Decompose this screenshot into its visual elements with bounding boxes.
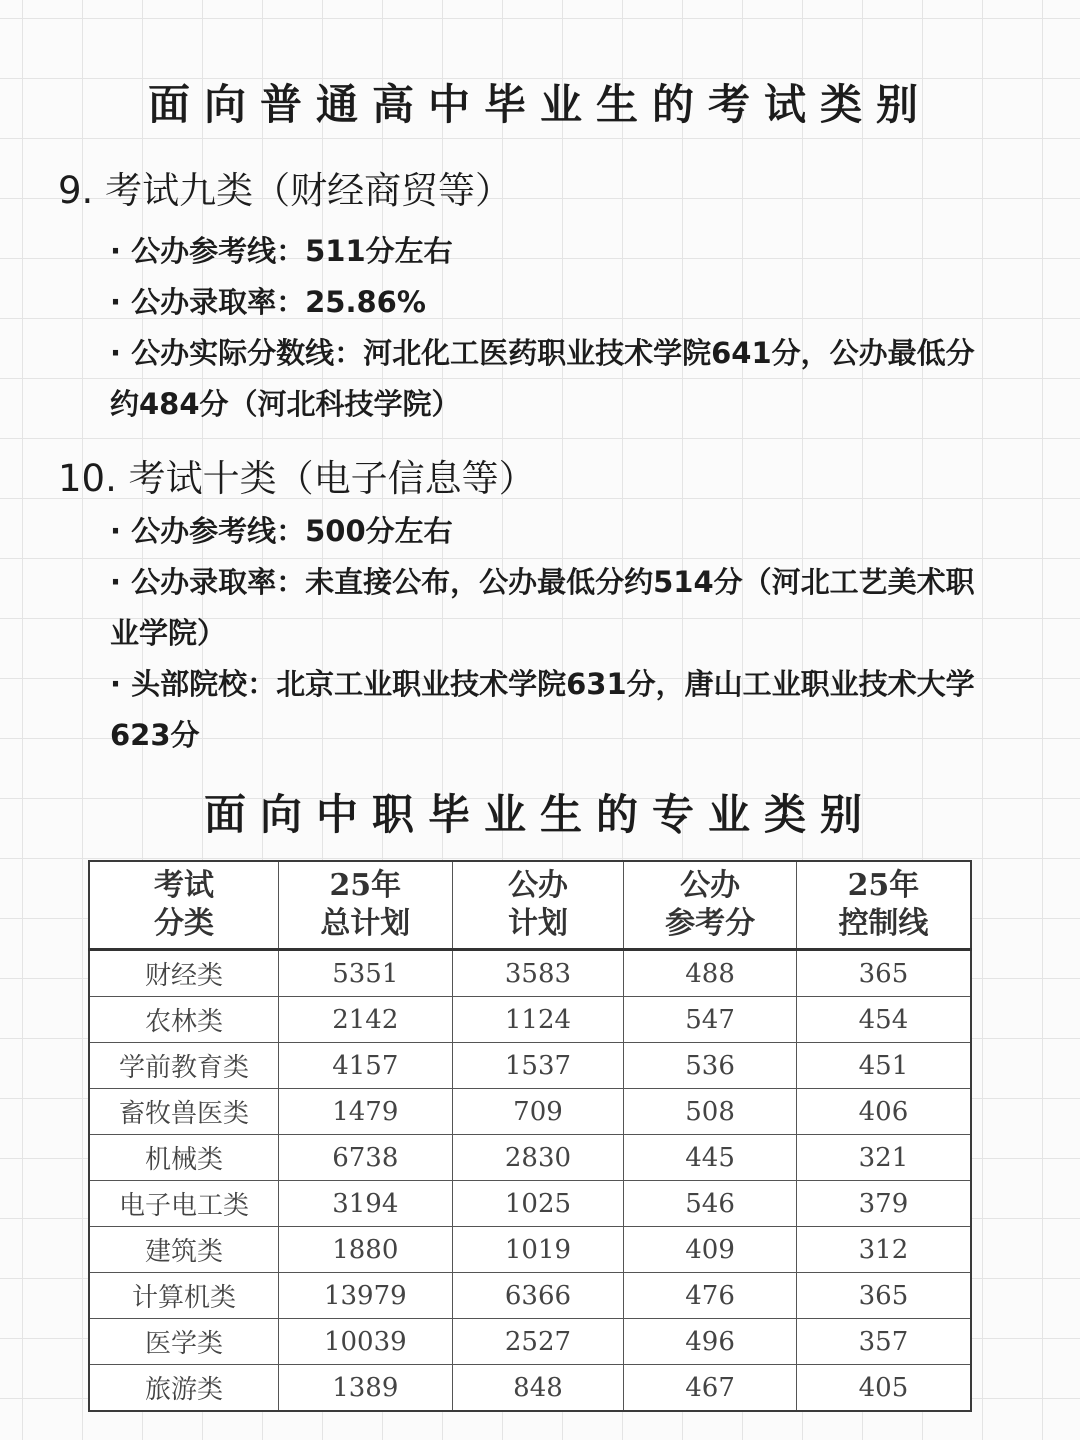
table-header-row	[89, 861, 971, 950]
cell-public-plan: 6366	[452, 1273, 624, 1319]
cell-category: 旅游类	[89, 1365, 278, 1412]
cell-total-plan: 13979	[278, 1273, 452, 1319]
table-row	[89, 950, 971, 997]
cell-category: 计算机类	[89, 1273, 278, 1319]
table-row	[89, 1181, 971, 1227]
bullet-reference-line: · 公办参考线：500分左右	[110, 514, 453, 548]
header-exam-category: 考试 分类	[89, 861, 278, 950]
cell-category: 机械类	[89, 1135, 278, 1181]
cell-control-line: 406	[796, 1089, 971, 1135]
cell-reference-score: 467	[624, 1365, 797, 1412]
cell-category: 农林类	[89, 997, 278, 1043]
header-public-plan: 公办 计划	[452, 861, 624, 950]
bullet-admission-rate: · 公办录取率：未直接公布，公办最低分约514分（河北工艺美术职业学院）	[110, 565, 975, 650]
cell-control-line: 321	[796, 1135, 971, 1181]
cell-control-line: 405	[796, 1365, 971, 1412]
cell-public-plan: 2527	[452, 1319, 624, 1365]
bullet-admission-rate: · 公办录取率：25.86%	[110, 285, 426, 319]
cell-control-line: 357	[796, 1319, 971, 1365]
cell-control-line: 365	[796, 1273, 971, 1319]
cell-control-line: 451	[796, 1043, 971, 1089]
table-row	[89, 997, 971, 1043]
cell-public-plan: 2830	[452, 1135, 624, 1181]
cell-reference-score: 409	[624, 1227, 797, 1273]
cell-reference-score: 496	[624, 1319, 797, 1365]
cell-reference-score: 445	[624, 1135, 797, 1181]
cell-total-plan: 4157	[278, 1043, 452, 1089]
cell-control-line: 379	[796, 1181, 971, 1227]
cell-category: 畜牧兽医类	[89, 1089, 278, 1135]
cell-total-plan: 1479	[278, 1089, 452, 1135]
cell-category: 医学类	[89, 1319, 278, 1365]
table-row	[89, 1227, 971, 1273]
score-table	[88, 860, 972, 1412]
table-row	[89, 1135, 971, 1181]
cell-category: 学前教育类	[89, 1043, 278, 1089]
cell-reference-score: 546	[624, 1181, 797, 1227]
cell-public-plan: 1537	[452, 1043, 624, 1089]
table-row	[89, 1089, 971, 1135]
page-title-general: 面向普通高中毕业生的考试类别	[147, 80, 932, 129]
cell-category: 建筑类	[89, 1227, 278, 1273]
cell-control-line: 454	[796, 997, 971, 1043]
cell-public-plan: 709	[452, 1089, 624, 1135]
header-total-plan: 25年 总计划	[278, 861, 452, 950]
bullet-top-schools: · 头部院校：北京工业职业技术学院631分，唐山工业职业技术大学623分	[110, 667, 975, 752]
cell-reference-score: 536	[624, 1043, 797, 1089]
bullet-reference-line: · 公办参考线：511分左右	[110, 234, 453, 268]
cell-total-plan: 3194	[278, 1181, 452, 1227]
section-heading-10: 10. 考试十类（电子信息等）	[58, 457, 536, 500]
cell-total-plan: 5351	[278, 950, 452, 997]
cell-control-line: 312	[796, 1227, 971, 1273]
table-row	[89, 1365, 971, 1412]
cell-control-line: 365	[796, 950, 971, 997]
cell-category: 电子电工类	[89, 1181, 278, 1227]
table-row	[89, 1043, 971, 1089]
cell-total-plan: 1880	[278, 1227, 452, 1273]
section-heading-9: 9. 考试九类（财经商贸等）	[58, 169, 513, 212]
cell-public-plan: 3583	[452, 950, 624, 997]
table-row	[89, 1273, 971, 1319]
page-title-vocational: 面向中职毕业生的专业类别	[203, 790, 876, 839]
cell-reference-score: 488	[624, 950, 797, 997]
cell-public-plan: 848	[452, 1365, 624, 1412]
cell-total-plan: 1389	[278, 1365, 452, 1412]
cell-total-plan: 6738	[278, 1135, 452, 1181]
cell-public-plan: 1019	[452, 1227, 624, 1273]
cell-category: 财经类	[89, 950, 278, 997]
cell-public-plan: 1124	[452, 997, 624, 1043]
cell-public-plan: 1025	[452, 1181, 624, 1227]
header-control-line: 25年 控制线	[796, 861, 971, 950]
cell-total-plan: 10039	[278, 1319, 452, 1365]
cell-reference-score: 547	[624, 997, 797, 1043]
bullet-actual-score-line: · 公办实际分数线：河北化工医药职业技术学院641分，公办最低分约484分（河北科技学院）	[110, 336, 975, 421]
header-public-reference-score: 公办 参考分	[624, 861, 797, 950]
cell-reference-score: 476	[624, 1273, 797, 1319]
table-row	[89, 1319, 971, 1365]
cell-total-plan: 2142	[278, 997, 452, 1043]
cell-reference-score: 508	[624, 1089, 797, 1135]
